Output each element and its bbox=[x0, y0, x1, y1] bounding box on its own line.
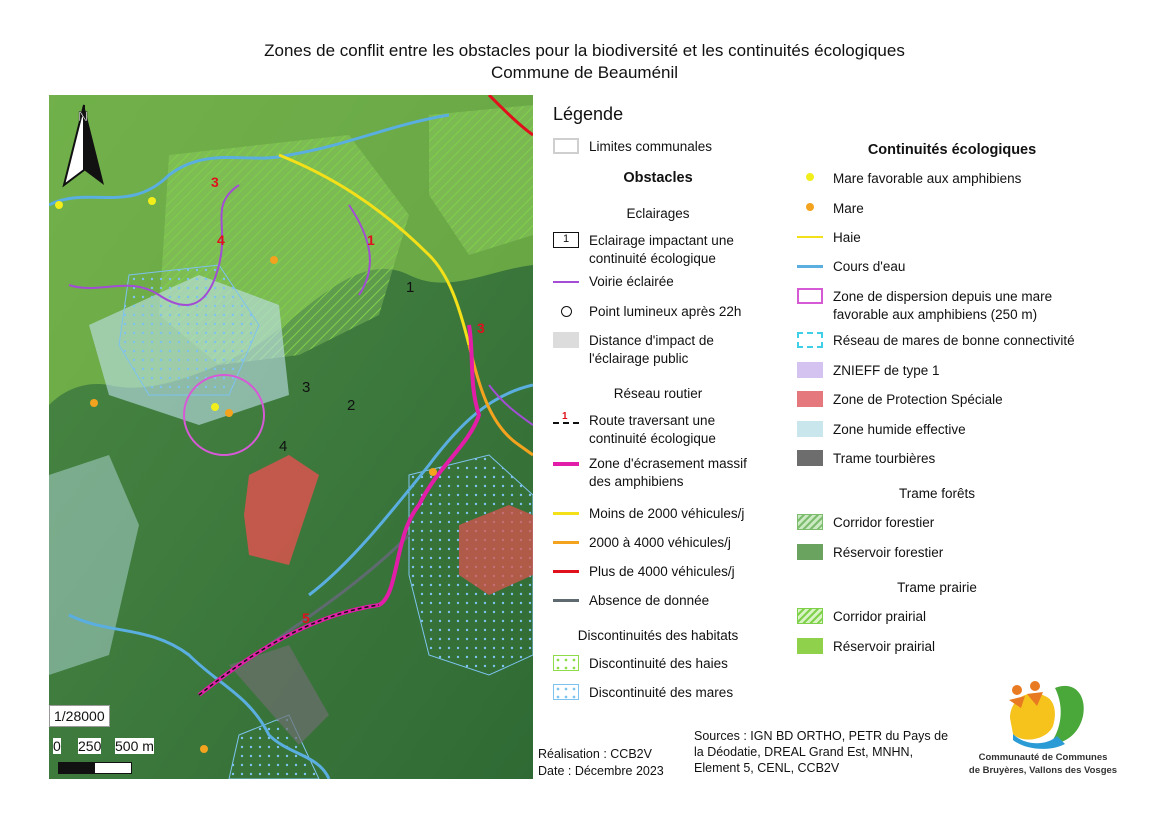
forest-reservoir-swatch bbox=[797, 544, 823, 560]
ccb2v-logo bbox=[995, 678, 1087, 750]
scale-bar bbox=[58, 762, 132, 774]
discontinuites-heading: Discontinuités des habitats bbox=[577, 628, 739, 643]
hedge-swatch bbox=[797, 229, 823, 245]
road-crossing-swatch: 1 bbox=[553, 412, 579, 428]
impact-box-swatch: 1 bbox=[553, 232, 579, 248]
lighting-impact-number: 2 bbox=[347, 397, 356, 414]
eclairages-heading: Eclairages bbox=[626, 206, 690, 221]
routier-heading: Réseau routier bbox=[613, 386, 703, 401]
impact-distance-swatch bbox=[553, 332, 579, 348]
date-text: Date : Décembre 2023 bbox=[538, 764, 664, 778]
limits-label: Limites communales bbox=[589, 139, 713, 154]
forest-reservoir-label: Réservoir forestier bbox=[833, 545, 944, 560]
znieff-label: ZNIEFF de type 1 bbox=[833, 363, 940, 378]
favorable-pond-swatch bbox=[797, 170, 823, 186]
light-point-swatch bbox=[553, 303, 579, 319]
dispersion-swatch bbox=[797, 288, 823, 304]
continuites-heading: Continuités écologiques bbox=[867, 142, 1037, 158]
pond-discontinuity-label: Discontinuité des mares bbox=[589, 685, 734, 700]
pond-discontinuity-swatch bbox=[553, 684, 579, 700]
light-point-label: Point lumineux après 22h bbox=[589, 304, 742, 319]
logo-text-line1: Communauté de Communes bbox=[978, 752, 1108, 763]
prairie-heading: Trame prairie bbox=[897, 580, 977, 595]
scale-tick-250: 250 bbox=[78, 738, 102, 754]
impact-label: Eclairage impactant une continuité écologique bbox=[589, 233, 734, 266]
pond-network-label: Réseau de mares de bonne connectivité bbox=[833, 333, 1075, 348]
favorable-pond bbox=[148, 197, 156, 205]
peat-swatch bbox=[797, 450, 823, 466]
map-subtitle: Commune de Beauménil bbox=[490, 63, 679, 82]
wetland-swatch bbox=[797, 421, 823, 437]
road-crossing-number: 3 bbox=[477, 320, 485, 336]
road-crossing-number: 5 bbox=[302, 610, 310, 626]
zps-swatch bbox=[797, 391, 823, 407]
forest-corridor-swatch bbox=[797, 514, 823, 530]
road-low-swatch bbox=[553, 505, 579, 521]
zps-label: Zone de Protection Spéciale bbox=[833, 392, 1003, 407]
stream-swatch bbox=[797, 258, 823, 274]
scale-tick-0: 0 bbox=[53, 738, 61, 754]
road-crossing-number: 4 bbox=[217, 232, 225, 248]
hedge-discontinuity-label: Discontinuité des haies bbox=[589, 656, 728, 671]
lit-road-label: Voirie éclairée bbox=[589, 274, 674, 289]
lighting-impact-number: 3 bbox=[302, 379, 311, 396]
hedge-discontinuity-swatch bbox=[553, 655, 579, 671]
north-label: N bbox=[78, 108, 89, 124]
lighting-impact-number: 1 bbox=[406, 279, 415, 296]
road-crossing-number: 1 bbox=[367, 232, 375, 248]
obstacles-heading: Obstacles bbox=[623, 170, 693, 186]
pond bbox=[90, 399, 98, 407]
prairie-reservoir-label: Réservoir prairial bbox=[833, 639, 936, 654]
stream-label: Cours d'eau bbox=[833, 259, 906, 274]
forest-corridor-label: Corridor forestier bbox=[833, 515, 935, 530]
crush-zone-swatch bbox=[553, 455, 579, 471]
crush-zone-label: Zone d'écrasement massif des amphibiens bbox=[589, 456, 747, 489]
peat-label: Trame tourbières bbox=[833, 451, 936, 466]
favorable-pond bbox=[211, 403, 219, 411]
pond-network-swatch bbox=[797, 332, 823, 348]
pond bbox=[225, 409, 233, 417]
prairie-corridor-swatch bbox=[797, 608, 823, 624]
limits-swatch bbox=[553, 138, 579, 154]
impact-distance-label: Distance d'impact de l'éclairage public bbox=[589, 333, 714, 366]
road-high-swatch bbox=[553, 563, 579, 579]
logo-text-line2: de Bruyères, Vallons des Vosges bbox=[968, 765, 1118, 776]
road-crossing-number: 3 bbox=[211, 174, 219, 190]
wetland-label: Zone humide effective bbox=[833, 422, 966, 437]
road-nodata-label: Absence de donnée bbox=[589, 593, 710, 608]
road-mid-swatch bbox=[553, 534, 579, 550]
znieff-swatch bbox=[797, 362, 823, 378]
hedge-label: Haie bbox=[833, 230, 861, 245]
lit-road-swatch bbox=[553, 273, 579, 289]
prairie-reservoir-swatch bbox=[797, 638, 823, 654]
scale-ratio: 1/28000 bbox=[49, 705, 110, 727]
favorable-pond bbox=[55, 201, 63, 209]
pond bbox=[429, 468, 437, 476]
dispersion-label: Zone de dispersion depuis une mare favorable aux amphibiens (250 m) bbox=[833, 289, 1053, 322]
road-crossing-label: Route traversant une continuité écologique bbox=[589, 413, 716, 446]
road-high-label: Plus de 4000 véhicules/j bbox=[589, 564, 735, 579]
forets-heading: Trame forêts bbox=[898, 486, 976, 501]
map-canvas[interactable] bbox=[49, 95, 533, 779]
road-nodata-swatch bbox=[553, 592, 579, 608]
pond-swatch bbox=[797, 200, 823, 216]
scale-tick-500: 500 m bbox=[115, 738, 154, 754]
favorable-pond-label: Mare favorable aux amphibiens bbox=[833, 171, 1022, 186]
pond bbox=[200, 745, 208, 753]
map-title: Zones de conflit entre les obstacles pour la biodiversité et les continuités écologiques bbox=[264, 41, 905, 60]
road-mid-label: 2000 à 4000 véhicules/j bbox=[589, 535, 731, 550]
legend-title: Légende bbox=[553, 104, 624, 124]
lighting-impact-number: 4 bbox=[279, 438, 288, 455]
road-low-label: Moins de 2000 véhicules/j bbox=[589, 506, 745, 521]
realisation-text: Réalisation : CCB2V bbox=[538, 747, 652, 761]
prairie-corridor-label: Corridor prairial bbox=[833, 609, 927, 624]
pond-label: Mare bbox=[833, 201, 864, 216]
sources-text: Sources : IGN BD ORTHO, PETR du Pays de la Déodatie, DREAL Grand Est, MNHN, Element 5, CENL, CCB2V bbox=[694, 729, 949, 775]
pond bbox=[270, 256, 278, 264]
